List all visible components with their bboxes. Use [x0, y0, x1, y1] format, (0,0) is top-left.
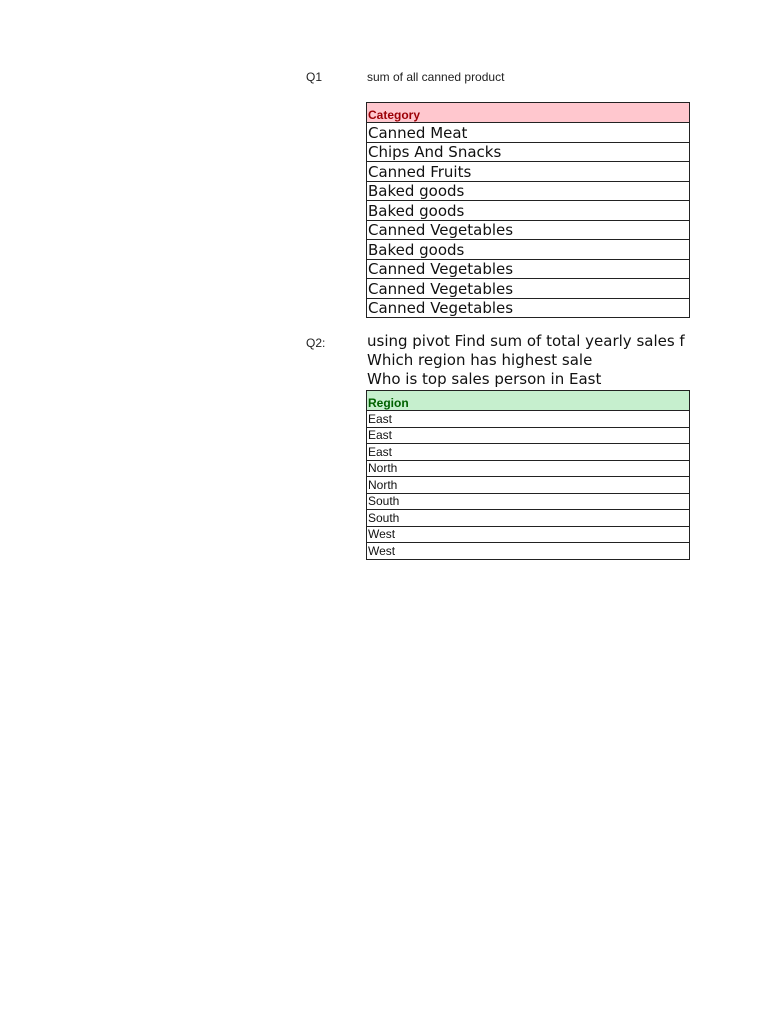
table-cell[interactable]: Canned Vegetables — [367, 298, 690, 318]
table-row — [367, 427, 690, 444]
q2-label: Q2: — [306, 336, 326, 350]
q2-question-line-2: Which region has highest sale — [367, 351, 593, 369]
q1-label: Q1 — [306, 70, 323, 84]
table-cell[interactable]: Canned Vegetables — [367, 279, 690, 299]
table-row — [367, 162, 690, 182]
table-row — [367, 181, 690, 201]
table-row — [367, 259, 690, 279]
category-header-row — [367, 103, 690, 123]
table-cell[interactable]: South — [367, 510, 690, 527]
table-cell[interactable]: East — [367, 427, 690, 444]
table-row — [367, 279, 690, 299]
table-row — [367, 220, 690, 240]
region-header-cell[interactable]: Region — [367, 391, 690, 411]
table-cell[interactable]: Baked goods — [367, 240, 690, 260]
table-row — [367, 298, 690, 318]
table-cell[interactable]: Canned Vegetables — [367, 259, 690, 279]
category-header-cell[interactable]: Category — [367, 103, 690, 123]
table-row — [367, 493, 690, 510]
category-table-body — [367, 123, 690, 318]
q1-question-text: sum of all canned product — [367, 70, 505, 84]
region-header-row — [367, 391, 690, 411]
category-table — [366, 102, 690, 318]
table-cell[interactable]: Baked goods — [367, 201, 690, 221]
table-cell[interactable]: West — [367, 543, 690, 560]
table-row — [367, 411, 690, 428]
table-cell[interactable]: Canned Vegetables — [367, 220, 690, 240]
table-cell[interactable]: East — [367, 411, 690, 428]
q2-question-line-1: using pivot Find sum of total yearly sales f — [367, 332, 685, 350]
table-cell[interactable]: North — [367, 477, 690, 494]
table-row — [367, 201, 690, 221]
table-cell[interactable]: Canned Meat — [367, 123, 690, 143]
table-row — [367, 543, 690, 560]
table-cell[interactable]: South — [367, 493, 690, 510]
region-table-body — [367, 411, 690, 560]
q2-question-line-3: Who is top sales person in East — [367, 370, 602, 388]
table-cell[interactable]: Canned Fruits — [367, 162, 690, 182]
table-cell[interactable]: East — [367, 444, 690, 461]
region-table — [366, 390, 690, 560]
table-row — [367, 526, 690, 543]
table-row — [367, 477, 690, 494]
table-row — [367, 240, 690, 260]
table-row — [367, 123, 690, 143]
table-cell[interactable]: North — [367, 460, 690, 477]
table-row — [367, 510, 690, 527]
table-cell[interactable]: West — [367, 526, 690, 543]
table-cell[interactable]: Baked goods — [367, 181, 690, 201]
table-row — [367, 460, 690, 477]
table-row — [367, 142, 690, 162]
table-cell[interactable]: Chips And Snacks — [367, 142, 690, 162]
table-row — [367, 444, 690, 461]
